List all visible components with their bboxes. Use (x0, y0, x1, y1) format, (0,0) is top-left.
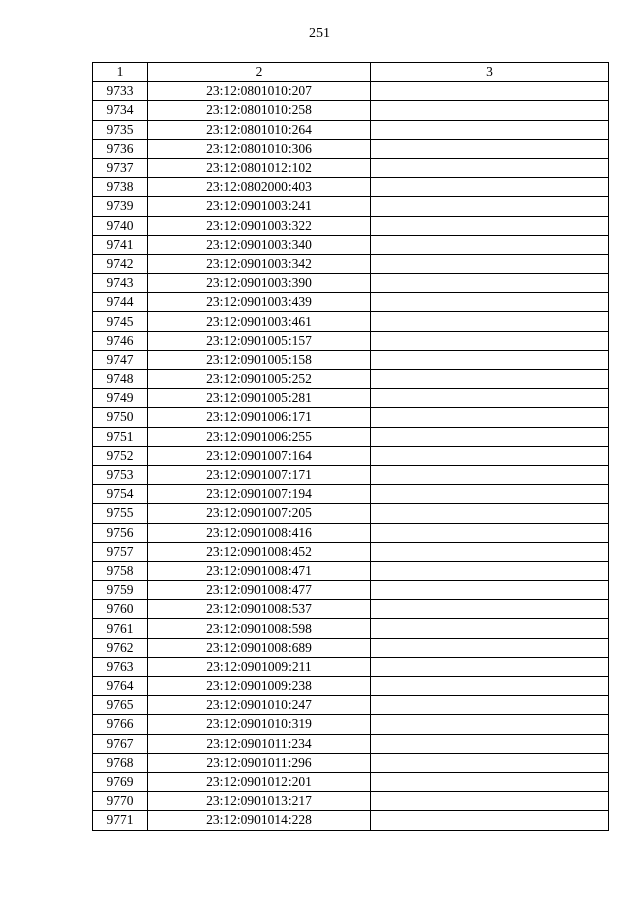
table-cell-col-3 (371, 504, 609, 523)
table-cell-col-1: 9755 (93, 504, 148, 523)
table-cell-col-1: 9739 (93, 197, 148, 216)
table-cell-col-1: 9761 (93, 619, 148, 638)
table-cell-col-2: 23:12:0901008:477 (148, 581, 371, 600)
table-cell-col-1: 9736 (93, 139, 148, 158)
table-cell-col-3 (371, 254, 609, 273)
table-cell-col-3 (371, 561, 609, 580)
table-cell-col-1: 9765 (93, 696, 148, 715)
table-cell-col-3 (371, 82, 609, 101)
table-header (93, 63, 609, 82)
table-cell-col-1: 9768 (93, 753, 148, 772)
table-cell-col-2: 23:12:0901011:234 (148, 734, 371, 753)
table-row (93, 120, 609, 139)
table-cell-col-3 (371, 101, 609, 120)
table-cell-col-2: 23:12:0901005:281 (148, 389, 371, 408)
table-cell-col-3 (371, 753, 609, 772)
table-cell-col-2: 23:12:0901010:247 (148, 696, 371, 715)
table-row (93, 197, 609, 216)
table-row (93, 178, 609, 197)
table-cell-col-1: 9758 (93, 561, 148, 580)
table-cell-col-3 (371, 446, 609, 465)
table-cell-col-2: 23:12:0901008:537 (148, 600, 371, 619)
table-row (93, 427, 609, 446)
table-cell-col-2: 23:12:0901007:205 (148, 504, 371, 523)
table-cell-col-2: 23:12:0901003:390 (148, 274, 371, 293)
table-cell-col-1: 9770 (93, 792, 148, 811)
table-cell-col-3 (371, 465, 609, 484)
table-row (93, 485, 609, 504)
table-cell-col-1: 9748 (93, 370, 148, 389)
table-row (93, 542, 609, 561)
header-row (93, 63, 609, 82)
table-cell-col-2: 23:12:0901008:471 (148, 561, 371, 580)
table-cell-col-1: 9749 (93, 389, 148, 408)
table-row (93, 696, 609, 715)
table-cell-col-2: 23:12:0901014:228 (148, 811, 371, 830)
table-row (93, 158, 609, 177)
table-row (93, 811, 609, 830)
table-cell-col-1: 9733 (93, 82, 148, 101)
table-cell-col-2: 23:12:0901008:689 (148, 638, 371, 657)
table-cell-col-1: 9747 (93, 350, 148, 369)
table-cell-col-2: 23:12:0901006:255 (148, 427, 371, 446)
table-cell-col-2: 23:12:0901010:319 (148, 715, 371, 734)
table-row (93, 389, 609, 408)
table-cell-col-1: 9737 (93, 158, 148, 177)
table-cell-col-2: 23:12:0901013:217 (148, 792, 371, 811)
table-cell-col-1: 9751 (93, 427, 148, 446)
table-cell-col-3 (371, 178, 609, 197)
table-row (93, 350, 609, 369)
table-row (93, 82, 609, 101)
table-cell-col-2: 23:12:0901007:164 (148, 446, 371, 465)
table-cell-col-2: 23:12:0901007:171 (148, 465, 371, 484)
table-row (93, 254, 609, 273)
table-cell-col-2: 23:12:0901005:158 (148, 350, 371, 369)
page-number: 251 (309, 26, 330, 41)
table-cell-col-1: 9746 (93, 331, 148, 350)
table-row (93, 446, 609, 465)
table-row (93, 657, 609, 676)
table-cell-col-1: 9757 (93, 542, 148, 561)
table-row (93, 312, 609, 331)
table-cell-col-3 (371, 293, 609, 312)
table-row (93, 772, 609, 791)
table-cell-col-1: 9734 (93, 101, 148, 120)
table-cell-col-2: 23:12:0901003:340 (148, 235, 371, 254)
table-cell-col-3 (371, 811, 609, 830)
table-cell-col-3 (371, 370, 609, 389)
table-cell-col-2: 23:12:0802000:403 (148, 178, 371, 197)
table-cell-col-3 (371, 197, 609, 216)
table-row (93, 274, 609, 293)
table-row (93, 101, 609, 120)
column-header-1: 1 (93, 63, 148, 82)
table-cell-col-1: 9762 (93, 638, 148, 657)
table-cell-col-1: 9754 (93, 485, 148, 504)
table-cell-col-1: 9760 (93, 600, 148, 619)
table-cell-col-3 (371, 120, 609, 139)
table-cell-col-1: 9767 (93, 734, 148, 753)
table-row (93, 523, 609, 542)
table-cell-col-1: 9740 (93, 216, 148, 235)
table-cell-col-3 (371, 581, 609, 600)
table-row (93, 753, 609, 772)
table-cell-col-3 (371, 312, 609, 331)
table-cell-col-3 (371, 523, 609, 542)
table-row (93, 715, 609, 734)
table-cell-col-2: 23:12:0901006:171 (148, 408, 371, 427)
table-row (93, 139, 609, 158)
table-cell-col-3 (371, 792, 609, 811)
table-row (93, 581, 609, 600)
table-cell-col-2: 23:12:0801010:306 (148, 139, 371, 158)
column-header-2: 2 (148, 63, 371, 82)
cadastral-table (92, 62, 609, 831)
table-cell-col-2: 23:12:0901003:461 (148, 312, 371, 331)
table-cell-col-3 (371, 715, 609, 734)
table-cell-col-2: 23:12:0801010:207 (148, 82, 371, 101)
table-cell-col-1: 9750 (93, 408, 148, 427)
table-cell-col-3 (371, 158, 609, 177)
table-row (93, 465, 609, 484)
table-row (93, 677, 609, 696)
table-row (93, 293, 609, 312)
table-cell-col-3 (371, 350, 609, 369)
table-row (93, 600, 609, 619)
table-cell-col-2: 23:12:0901008:416 (148, 523, 371, 542)
table-cell-col-1: 9745 (93, 312, 148, 331)
table-cell-col-2: 23:12:0901012:201 (148, 772, 371, 791)
table-cell-col-3 (371, 638, 609, 657)
table-row (93, 638, 609, 657)
table-cell-col-1: 9752 (93, 446, 148, 465)
table-cell-col-3 (371, 408, 609, 427)
table-cell-col-2: 23:12:0901007:194 (148, 485, 371, 504)
table-cell-col-1: 9735 (93, 120, 148, 139)
table-cell-col-2: 23:12:0801010:258 (148, 101, 371, 120)
table-cell-col-2: 23:12:0901003:342 (148, 254, 371, 273)
table-row (93, 561, 609, 580)
table-cell-col-1: 9756 (93, 523, 148, 542)
table-cell-col-3 (371, 677, 609, 696)
table-cell-col-3 (371, 772, 609, 791)
table-cell-col-2: 23:12:0901008:598 (148, 619, 371, 638)
table-row (93, 235, 609, 254)
table-cell-col-1: 9763 (93, 657, 148, 676)
table-cell-col-2: 23:12:0901008:452 (148, 542, 371, 561)
table-cell-col-1: 9738 (93, 178, 148, 197)
table-cell-col-2: 23:12:0901003:439 (148, 293, 371, 312)
table-cell-col-3 (371, 600, 609, 619)
table-cell-col-1: 9741 (93, 235, 148, 254)
table-cell-col-2: 23:12:0901005:157 (148, 331, 371, 350)
table-cell-col-2: 23:12:0901005:252 (148, 370, 371, 389)
column-header-3: 3 (371, 63, 609, 82)
table-row (93, 216, 609, 235)
table-cell-col-3 (371, 734, 609, 753)
table-cell-col-3 (371, 657, 609, 676)
table-cell-col-1: 9753 (93, 465, 148, 484)
table-cell-col-3 (371, 427, 609, 446)
table-cell-col-3 (371, 389, 609, 408)
table-cell-col-3 (371, 485, 609, 504)
table-cell-col-2: 23:12:0901003:241 (148, 197, 371, 216)
table-cell-col-3 (371, 216, 609, 235)
table-row (93, 504, 609, 523)
table-cell-col-1: 9766 (93, 715, 148, 734)
table-cell-col-2: 23:12:0901011:296 (148, 753, 371, 772)
table-row (93, 370, 609, 389)
table-row (93, 734, 609, 753)
table-cell-col-1: 9743 (93, 274, 148, 293)
table-cell-col-1: 9769 (93, 772, 148, 791)
table-body (93, 82, 609, 830)
table-cell-col-3 (371, 274, 609, 293)
table-cell-col-3 (371, 331, 609, 350)
table-row (93, 792, 609, 811)
table-cell-col-3 (371, 696, 609, 715)
table-cell-col-2: 23:12:0901009:238 (148, 677, 371, 696)
table-cell-col-2: 23:12:0901009:211 (148, 657, 371, 676)
table-cell-col-1: 9744 (93, 293, 148, 312)
table-cell-col-2: 23:12:0801010:264 (148, 120, 371, 139)
table-row (93, 331, 609, 350)
table-cell-col-2: 23:12:0901003:322 (148, 216, 371, 235)
table-cell-col-1: 9764 (93, 677, 148, 696)
table-cell-col-2: 23:12:0801012:102 (148, 158, 371, 177)
table-row (93, 408, 609, 427)
table-cell-col-3 (371, 235, 609, 254)
table-cell-col-1: 9771 (93, 811, 148, 830)
table-row (93, 619, 609, 638)
table-cell-col-1: 9742 (93, 254, 148, 273)
table-cell-col-3 (371, 619, 609, 638)
table-cell-col-3 (371, 542, 609, 561)
table-cell-col-3 (371, 139, 609, 158)
table-cell-col-1: 9759 (93, 581, 148, 600)
